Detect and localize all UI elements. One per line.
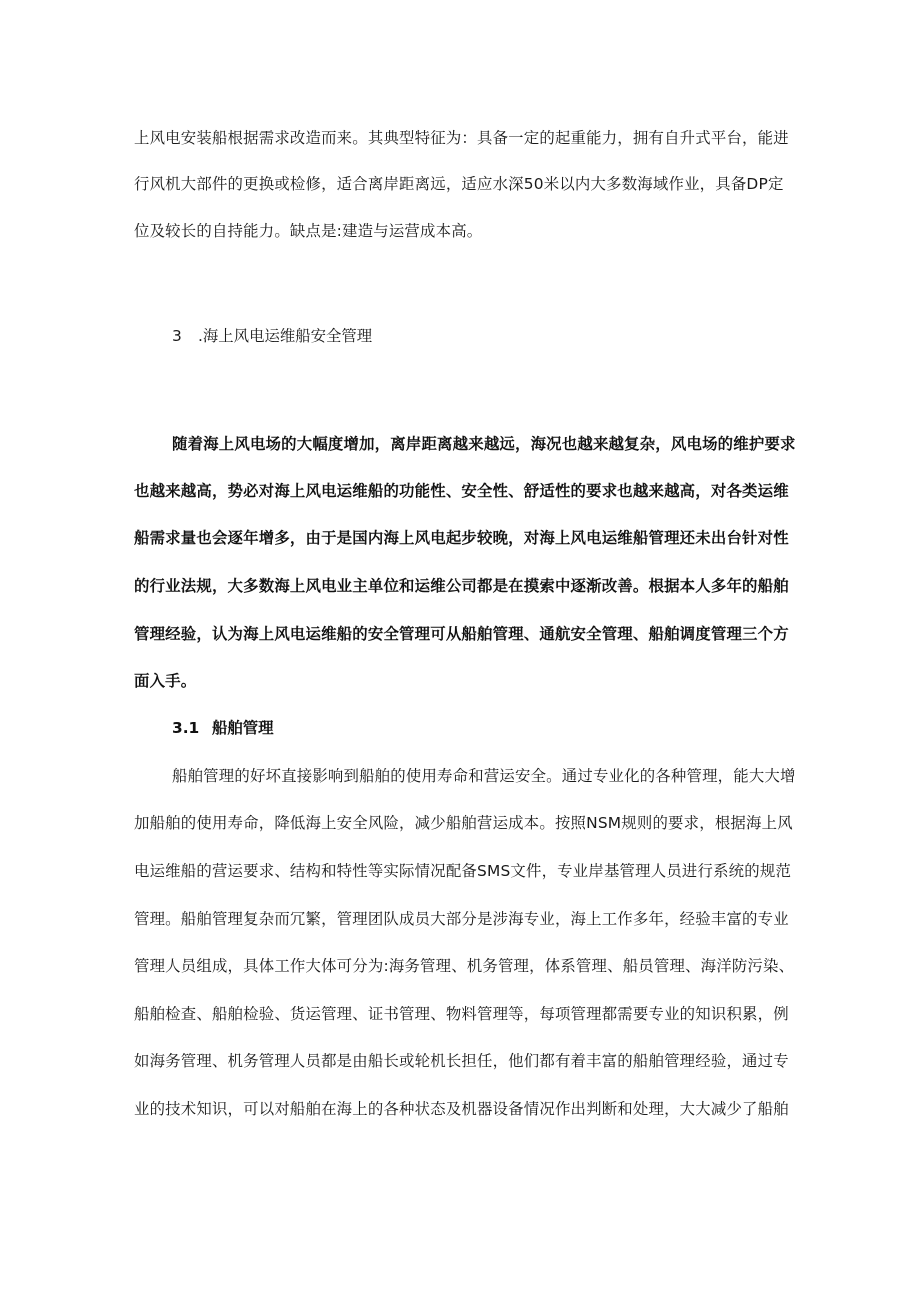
section-title: .海上风电运维船安全管理 [198,327,373,345]
paragraph-line: 也越来越高，势必对海上风电运维船的功能性、安全性、舒适性的要求也越来越高，对各类运维 [134,482,789,500]
paragraph-line: 管理。船舶管理复杂而冗繁，管理团队成员大部分是涉海专业，海上工作多年，经验丰富的专业 [134,910,789,928]
paragraph-line: 船舶检查、船舶检验、货运管理、证书管理、物料管理等，每项管理都需要专业的知识积累，例 [134,1005,789,1023]
section-number: 3.1 [172,719,200,737]
paragraph-line: 业的技术知识，可以对船舶在海上的各种状态及机器设备情况作出判断和处理，大大减少了船舶 [134,1100,789,1118]
paragraph-line: 的行业法规，大多数海上风电业主单位和运维公司都是在摸索中逐渐改善。根据本人多年的船舶 [134,577,789,595]
paragraph-line: 如海务管理、机务管理人员都是由船长或轮机长担任，他们都有着丰富的船舶管理经验，通过专 [134,1052,789,1070]
section-number: 3 [172,327,182,345]
paragraph-line: 面入手。 [134,672,197,690]
paragraph-line: 管理人员组成，具体工作大体可分为:海务管理、机务管理，体系管理、船员管理、海洋防污染、 [134,957,795,975]
section-title: 船舶管理 [212,719,274,737]
paragraph-line: 加船舶的使用寿命，降低海上安全风险，减少船舶营运成本。按照NSM规则的要求，根据海上风 [134,814,793,832]
paragraph-line: 随着海上风电场的大幅度增加，离岸距离越来越远，海况也越来越复杂，风电场的维护要求 [172,435,796,453]
paragraph-line: 船舶管理的好坏直接影响到船舶的使用寿命和营运安全。通过专业化的各种管理，能大大增 [172,767,796,785]
paragraph-line: 上风电安装船根据需求改造而来。其典型特征为：具备一定的起重能力，拥有自升式平台，能进 [134,129,789,147]
paragraph-line: 行风机大部件的更换或检修，适合离岸距离远，适应水深50米以内大多数海域作业，具备DP定 [134,175,784,193]
paragraph-line: 管理经验，认为海上风电运维船的安全管理可从船舶管理、通航安全管理、船舶调度管理三个方 [134,625,789,643]
section-3-heading [172,326,372,346]
paragraph-line: 船需求量也会逐年增多，由于是国内海上风电起步较晚，对海上风电运维船管理还未出台针对性 [134,529,789,547]
paragraph-line: 位及较长的自持能力。缺点是:建造与运营成本高。 [134,222,483,240]
section-3-1-heading [172,718,274,738]
paragraph-line: 电运维船的营运要求、结构和特性等实际情况配备SMS文件，专业岸基管理人员进行系统的规范 [134,862,792,880]
